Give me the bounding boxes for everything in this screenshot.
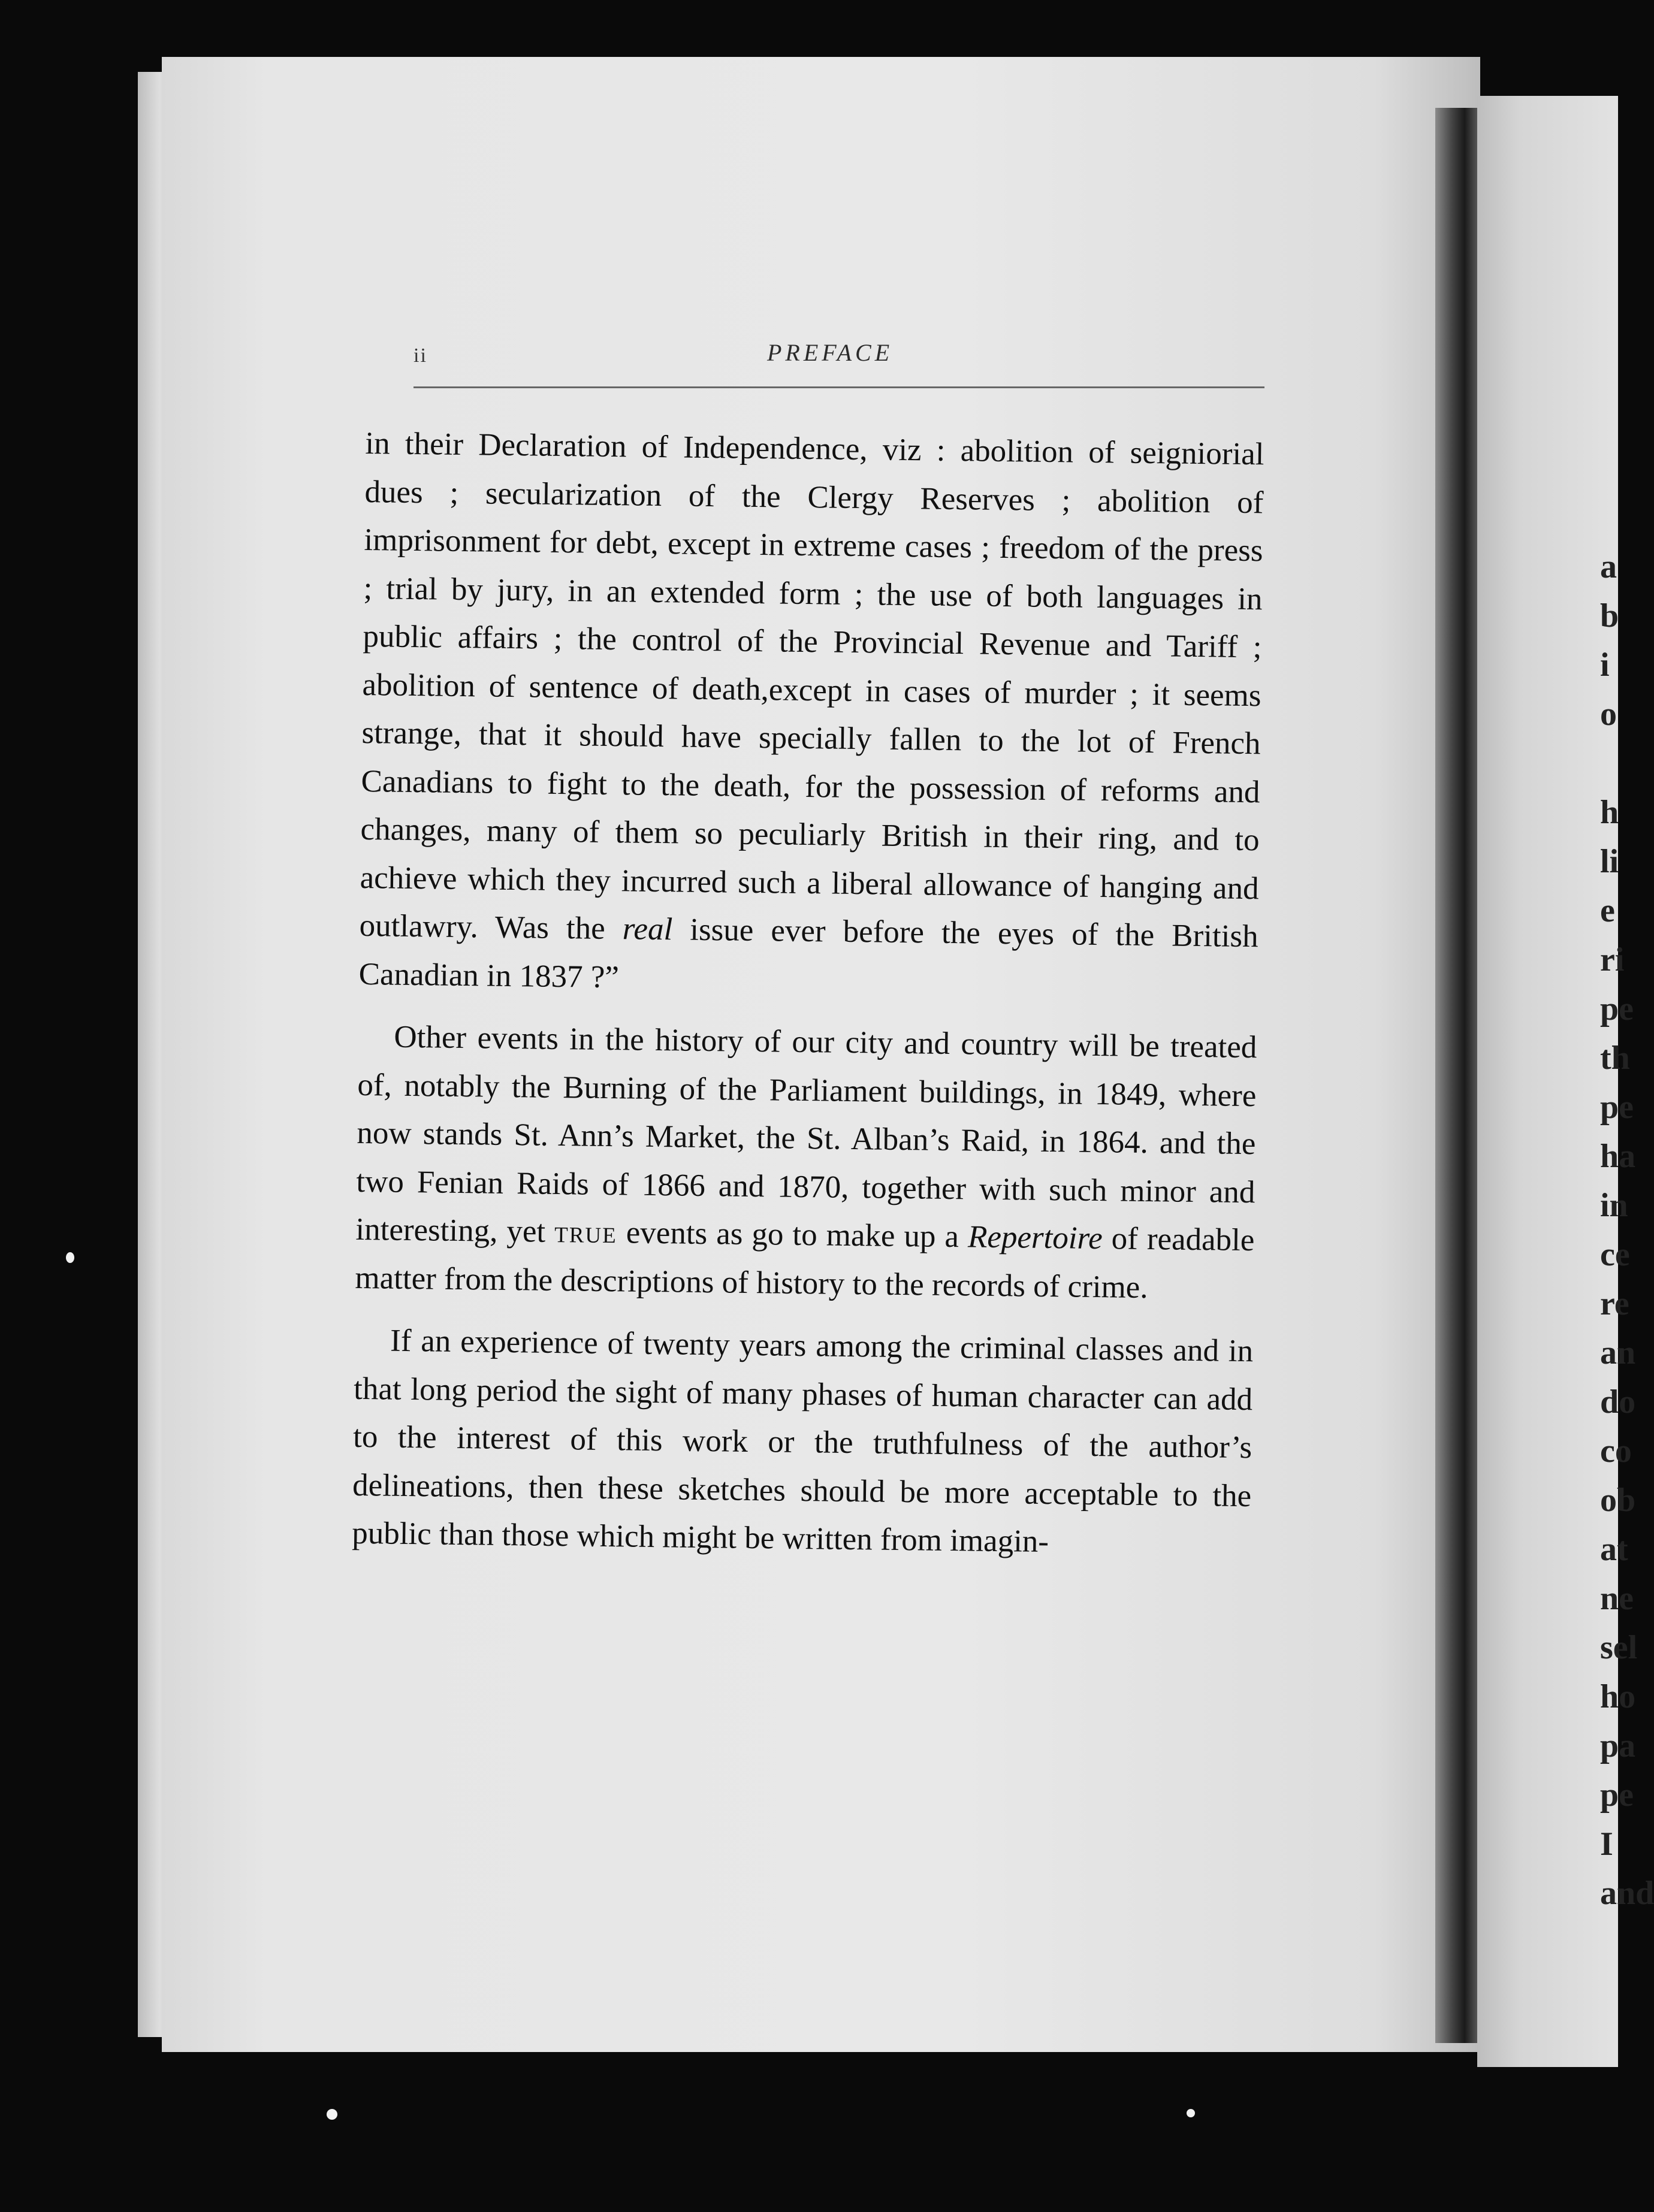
book-gutter <box>1435 108 1477 2043</box>
paragraph-1 <box>358 419 1264 1009</box>
facing-page-fragment-line: re <box>1600 1285 1629 1322</box>
facing-page-fragment-line: and <box>1600 1875 1654 1912</box>
paragraph-1-text: in their Declaration of Independence, viz : abolition of seigniorial dues ; secularization of the Clergy Reserves ; abolition of imprisonment for debt, except in extreme cases ; freedom of the press ; trial by jury, in an extended form ; the use of both languages in public affairs ; the control of the Provincial Revenue and Tariff ; abolition of sentence of death,except in cases of murder ; it seems strange, that it should have specially fallen to the lot of French Canadians to fight to the death, for the possession of reforms and changes, many of them so peculiarly British in their ring, and to achieve which they incurred such a liberal allowance of hanging and outlawry. Was the <box>359 425 1264 947</box>
facing-page-fragment-line: o <box>1600 696 1617 733</box>
paragraph-1-end: issue ever before the eyes of the British Canadian in 1837 ?” <box>358 912 1258 995</box>
facing-page-fragment-line: a <box>1600 548 1617 585</box>
facing-page-fragment-line: ne <box>1600 1580 1634 1617</box>
facing-page-fragment-line: i <box>1600 646 1610 684</box>
facing-page-fragment-line: an <box>1600 1334 1636 1371</box>
facing-page-fragment-line: b <box>1600 597 1619 634</box>
body-text <box>352 419 1264 1569</box>
scan-speck <box>1187 2109 1195 2117</box>
facing-page-fragment-line: ha <box>1600 1138 1636 1175</box>
paragraph-2-end: of readable matter from the descriptions of history to the records of crime. <box>355 1221 1255 1305</box>
facing-page-fragment-line: ri <box>1600 941 1625 978</box>
facing-page-fragment-line: at <box>1600 1531 1628 1568</box>
facing-page-fragment-line: pa <box>1600 1727 1636 1764</box>
facing-page-fragment-line: I <box>1600 1826 1613 1863</box>
running-head: PREFACE <box>767 339 894 366</box>
facing-page-letters <box>1477 542 1654 1918</box>
page-header <box>414 333 1264 388</box>
facing-page-fragment-line: li <box>1600 843 1619 880</box>
facing-page-fragment-line: ob <box>1600 1482 1636 1519</box>
facing-page-fragment-line: pe <box>1600 1089 1634 1126</box>
italic-word-real: real <box>622 911 673 947</box>
italic-word-repertoire: Repertoire <box>967 1219 1103 1256</box>
facing-page-fragment-line: sel <box>1600 1629 1638 1666</box>
facing-page-fragment-line: ce <box>1600 1236 1630 1273</box>
smallcaps-word-true: true <box>554 1214 618 1250</box>
facing-page-fragment-line: co <box>1600 1433 1632 1470</box>
facing-page-fragment-line: pe <box>1600 990 1634 1028</box>
paragraph-3: If an experience of twenty years among the criminal classes and in that long period the sight of many phases of human character can add to the interest of this work or the truthfulness of the author’s delineations, then these sketches should be more acceptable to the public than those which might be written from imagin- <box>351 1323 1254 1560</box>
scan-speck <box>66 1252 74 1263</box>
facing-page-fragment-line <box>1477 739 1618 788</box>
page-number: ii <box>414 345 427 367</box>
paragraph-2-middle: events as go to make up a <box>617 1215 968 1255</box>
facing-page-fragment-line: h <box>1600 794 1619 831</box>
facing-page-fragment-line: th <box>1600 1039 1630 1077</box>
facing-page-fragment-line: do <box>1600 1383 1636 1421</box>
paragraph-2 <box>355 1013 1257 1313</box>
scan-speck <box>327 2109 337 2120</box>
facing-page-fragment-line: ho <box>1600 1678 1636 1715</box>
facing-page-fragment-line: pe <box>1600 1776 1634 1814</box>
paragraph-2-text: Other events in the history of our city and country will be treated of, notably the Burning of the Parliament buildings, in 1849, where now stands St. Ann’s Market, the St. Alban’s Raid, in 1864. and the two Fenian Raids of 1866 and 1870, together with such minor and interesting, yet <box>355 1019 1257 1249</box>
facing-page-fragment-line: in <box>1600 1187 1628 1224</box>
facing-page-fragment-line: e <box>1600 892 1615 929</box>
facing-page-fragment <box>1477 96 1654 2067</box>
